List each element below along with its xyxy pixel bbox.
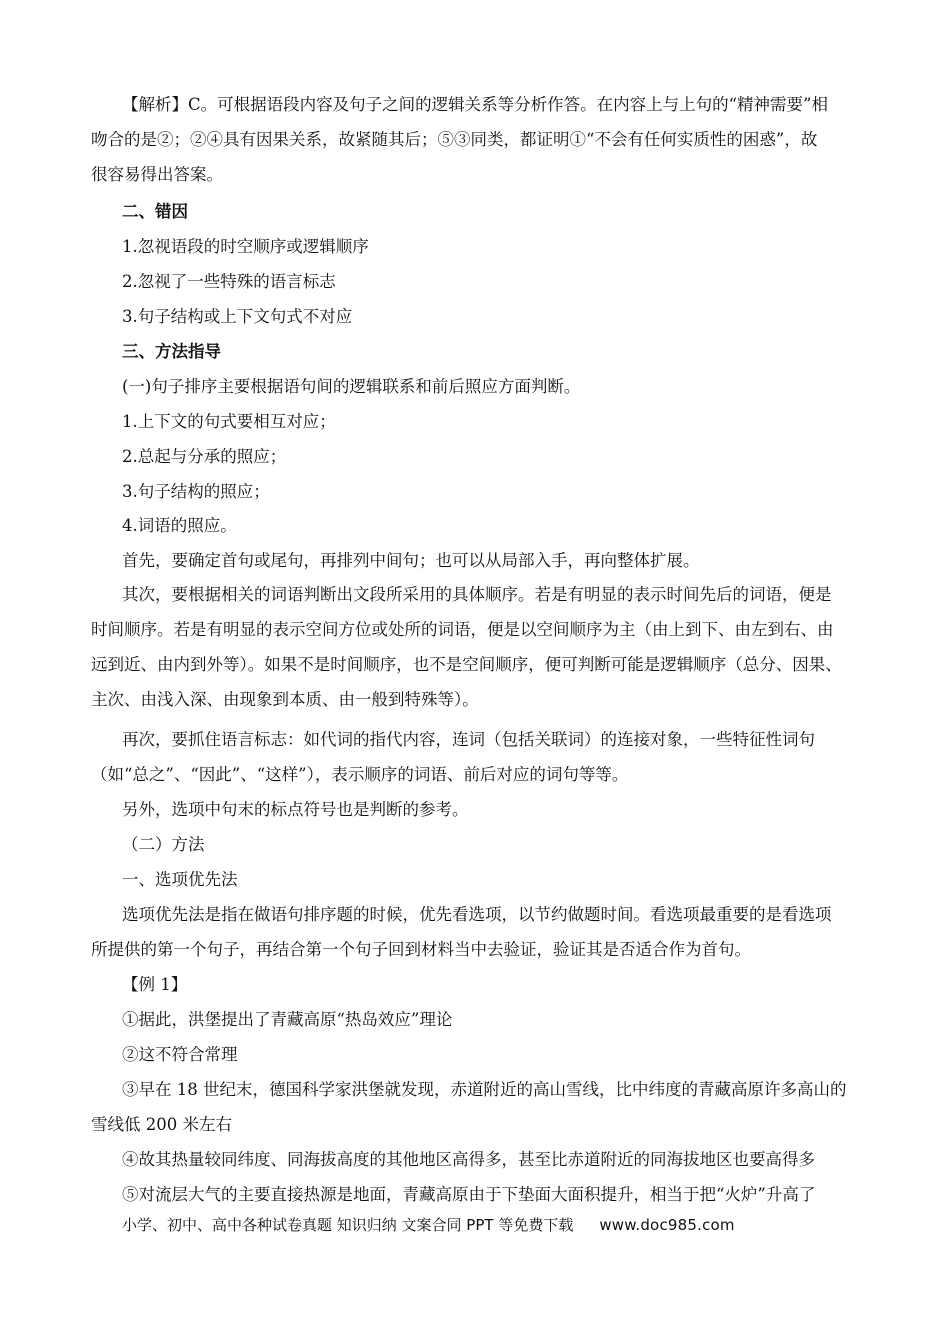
- section-heading: 三、方法指导: [122, 342, 221, 361]
- text-line: ①据此，洪堡提出了青藏高原“热岛效应”理论: [122, 1010, 453, 1029]
- text-line: 4.词语的照应。: [122, 516, 237, 535]
- section-heading: 二、错因: [122, 202, 188, 221]
- text-line: 1.忽视语段的时空顺序或逻辑顺序: [122, 237, 369, 256]
- text-line: 一、选项优先法: [122, 870, 238, 889]
- footer: [122, 1214, 860, 1236]
- text-line: 其次，要根据相关的词语判断出文段所采用的具体顺序。若是有明显的表示时间先后的词语，便是: [122, 585, 832, 604]
- text-line: （如“总之”、“因此”、“这样”），表示顺序的词语、前后对应的词句等等。: [91, 765, 629, 784]
- text-line: （二）方法: [122, 835, 205, 854]
- text-line: ⑤对流层大气的主要直接热源是地面，青藏高原由于下垫面大面积提升，相当于把“火炉”升高了: [122, 1185, 816, 1204]
- text-line: 【例 1】: [122, 975, 188, 994]
- text-line: ③早在 18 世纪末，德国科学家洪堡就发现，赤道附近的高山雪线，比中纬度的青藏高原许多高山的: [122, 1080, 847, 1099]
- text-line: 很容易得出答案。: [91, 165, 223, 184]
- text-line: 吻合的是②；②④具有因果关系，故紧随其后；⑤③同类，都证明①“不会有任何实质性的困惑”，故: [91, 130, 818, 149]
- text-line: 首先，要确定首句或尾句，再排列中间句；也可以从局部入手，再向整体扩展。: [122, 551, 700, 570]
- text-line: 2.忽视了一些特殊的语言标志: [122, 272, 336, 291]
- text-line: ②这不符合常理: [122, 1045, 238, 1064]
- text-line: 再次，要抓住语言标志：如代词的指代内容，连词（包括关联词）的连接对象，一些特征性词句: [122, 730, 815, 749]
- text-line: 时间顺序。若是有明显的表示空间方位或处所的词语，便是以空间顺序为主（由上到下、由左到右、由: [91, 620, 834, 639]
- text-line: 所提供的第一个句子，再结合第一个句子回到材料当中去验证，验证其是否适合作为首句。: [91, 940, 751, 959]
- text-line: (一)句子排序主要根据语句间的逻辑联系和前后照应方面判断。: [122, 377, 581, 396]
- text-line: 选项优先法是指在做语句排序题的时候，优先看选项，以节约做题时间。看选项最重要的是看选项: [122, 905, 832, 924]
- text-line: ④故其热量较同纬度、同海拔高度的其他地区高得多，甚至比赤道附近的同海拔地区也要高得多: [122, 1150, 815, 1169]
- text-line: 1.上下文的句式要相互对应；: [122, 412, 336, 431]
- text-line: 2.总起与分承的照应；: [122, 447, 287, 466]
- text-line: 主次、由浅入深、由现象到本质、由一般到特殊等）。: [91, 690, 479, 709]
- footer-url[interactable]: www.doc985.com: [599, 1216, 735, 1234]
- footer-text: 小学、初中、高中各种试卷真题 知识归纳 文案合同 PPT 等免费下载: [122, 1216, 574, 1234]
- text-line: 远到近、由内到外等）。如果不是时间顺序，也不是空间顺序，便可判断可能是逻辑顺序（总分、因果、: [91, 655, 842, 674]
- text-line: 3.句子结构或上下文句式不对应: [122, 307, 353, 326]
- text-line: 3.句子结构的照应；: [122, 482, 270, 501]
- text-line: 另外，选项中句末的标点符号也是判断的参考。: [122, 800, 469, 819]
- text-line: 【解析】C。可根据语段内容及句子之间的逻辑关系等分析作答。在内容上与上句的“精神需要”相: [122, 95, 828, 114]
- text-line: 雪线低 200 米左右: [91, 1115, 232, 1134]
